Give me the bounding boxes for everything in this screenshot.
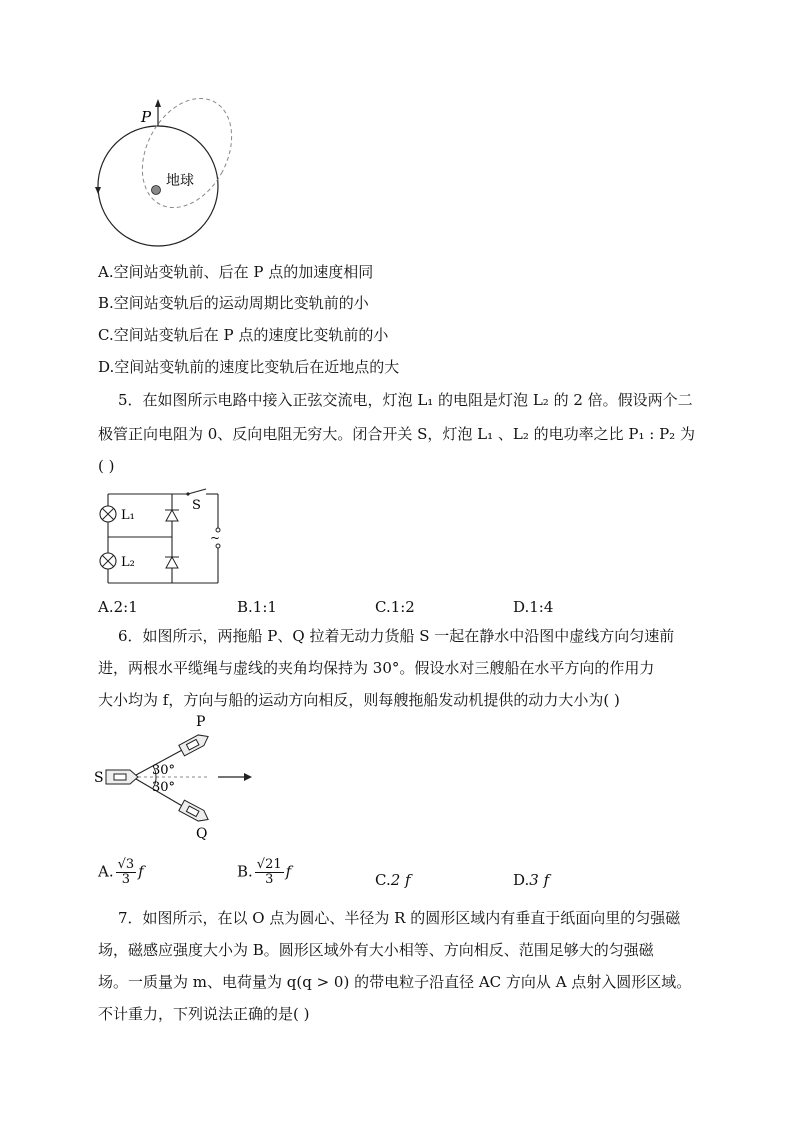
q5-option-c: C.1:2 — [375, 598, 415, 616]
label-angle-upper: 30° — [152, 763, 176, 778]
label-boat-p: P — [196, 714, 206, 730]
q6-option-d — [513, 870, 549, 890]
q4-option-a: A.空间站变轨前、后在 P 点的加速度相同 — [98, 263, 374, 281]
q6-option-d-prefix: D. — [513, 871, 530, 889]
q4-option-b: B.空间站变轨后的运动周期比变轨前的小 — [98, 294, 369, 312]
elliptical-orbit — [124, 83, 249, 223]
direction-arrow-head — [95, 187, 101, 194]
label-earth: 地球 — [166, 173, 194, 189]
label-boat-s: S — [94, 770, 104, 786]
label-angle-lower: 30° — [152, 780, 176, 795]
q6-option-c — [375, 870, 411, 890]
q6-option-a — [98, 858, 144, 887]
q5-stem-line1: 5．在如图所示电路中接入正弦交流电，灯泡 L₁ 的电阻是灯泡 L₂ 的 2 倍。假设两个二 — [118, 391, 693, 409]
q6-option-b-fraction — [255, 858, 284, 887]
switch-contact — [186, 492, 189, 495]
q6-stem-line3: 大小均为 f，方向与船的运动方向相反，则每艘拖船发动机提供的动力大小为( ) — [98, 691, 620, 709]
velocity-arrow-head — [155, 99, 161, 107]
q6-option-a-num: √3 — [117, 857, 135, 872]
q6-option-b-num: √21 — [256, 857, 282, 872]
switch-blade — [188, 489, 206, 494]
q6-stem-line1: 6．如图所示，两拖船 P、Q 拉着无动力货船 S 一起在静水中沿图中虚线方向匀速前 — [118, 627, 675, 645]
q6-option-c-tail: 2 f — [390, 871, 411, 889]
q4-option-c: C.空间站变轨后在 P 点的速度比变轨前的小 — [98, 326, 389, 344]
q6-option-b-den: 3 — [265, 872, 274, 887]
label-s: S — [192, 498, 201, 513]
label-l1: L₁ — [121, 508, 135, 523]
orbit-figure — [90, 95, 230, 255]
q5-option-b: B.1:1 — [237, 598, 277, 616]
label-boat-q: Q — [196, 826, 208, 842]
q6-option-b — [237, 858, 291, 887]
q6-option-b-prefix: B. — [237, 862, 253, 881]
q7-stem-line2: 场，磁感应强度大小为 B。圆形区域外有大小相等、方向相反、范围足够大的匀强磁 — [98, 941, 654, 959]
q6-option-a-prefix: A. — [98, 862, 114, 881]
earth-dot — [152, 186, 161, 195]
diode-lower — [166, 557, 178, 568]
q5-option-a: A.2:1 — [98, 598, 138, 616]
q6-option-a-fraction — [116, 858, 137, 887]
motion-arrow-head — [244, 773, 252, 781]
q6-stem-line2: 进，两根水平缆绳与虚线的夹角均保持为 30°。假设水对三艘船在水平方向的作用力 — [98, 659, 655, 677]
circuit-figure — [90, 488, 230, 588]
q7-stem-line4: 不计重力，下列说法正确的是( ) — [98, 1005, 310, 1023]
boat-s-cabin — [114, 774, 126, 780]
q7-stem-line1: 7．如图所示，在以 O 点为圆心、半径为 R 的圆形区域内有垂直于纸面向里的匀强磁 — [118, 909, 681, 927]
q4-option-d: D.空间站变轨前的速度比变轨后在近地点的大 — [98, 358, 400, 376]
q6-option-a-tail: f — [138, 862, 144, 881]
q7-stem-line3: 场。一质量为 m、电荷量为 q(q > 0) 的带电粒子沿直径 AC 方向从 A 点射入圆形区域。 — [98, 973, 692, 991]
q6-option-b-tail: f — [285, 862, 292, 881]
q5-stem-line2: 极管正向电阻为 0、反向电阻无穷大。闭合开关 S，灯泡 L₁ 、L₂ 的电功率之比 P₁ : P₂ 为 — [98, 425, 695, 443]
q6-option-c-prefix: C. — [375, 871, 391, 889]
q6-option-a-den: 3 — [121, 872, 131, 887]
label-p: P — [141, 108, 152, 126]
diode-upper — [166, 510, 178, 521]
label-l2: L₂ — [121, 555, 135, 570]
q5-stem-line3: ( ) — [98, 457, 115, 475]
label-ac: ~ — [210, 531, 221, 545]
tugboat-figure — [94, 712, 264, 842]
q6-option-d-tail: 3 f — [529, 871, 550, 889]
q5-option-d: D.1:4 — [513, 598, 554, 616]
